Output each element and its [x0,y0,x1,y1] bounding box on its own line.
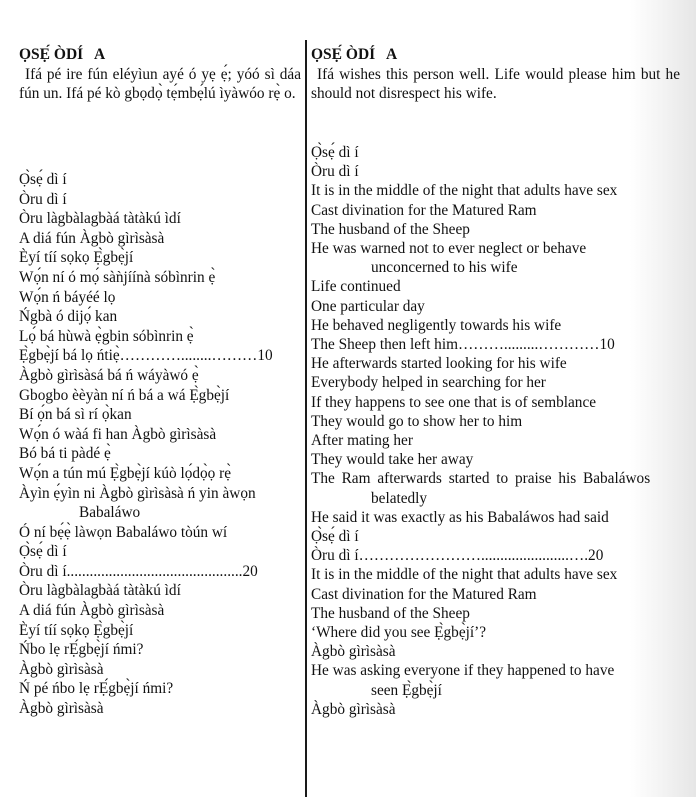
verse-line: Cast divination for the Matured Ram [311,201,537,219]
verse-line: Bó bá ti pàdé ẹ̀ [19,445,111,463]
verse-line: After mating her [311,432,413,450]
continuation-text: seen Ẹ̀gbẹ̀jí [371,681,442,699]
column-divider [305,40,307,797]
verse-line: Ńgbà ó dijọ́ kan [19,308,118,326]
verse-line: Àgbò gìrìsàsà [19,660,104,678]
english-verse [311,143,683,719]
verse-line: A diá fún Àgbò gìrìsàsà [19,229,165,247]
verse-line: Life continued [311,278,401,296]
verse-line-continuation [19,503,273,523]
english-title: ỌSẸ́ ÒDÍ A [311,46,398,63]
verse-line-continuation [311,489,683,508]
yoruba-column [19,45,301,104]
verse-line-continuation [311,681,683,700]
verse-line: Òru dì í [19,190,67,208]
verse-line: The Sheep then left him……….........…………10 [311,336,615,354]
verse-line: It is in the middle of the night that adults have sex [311,182,618,200]
verse-line: Lọ́ bá hùwà ẹ̀gbin sóbìnrin ẹ̀ [19,327,194,345]
verse-line: Àyìn ẹ́yìn ni Àgbò gìrìsàsà ń yin àwọn [19,484,256,502]
verse-line: It is in the middle of the night that adults have sex [311,566,618,584]
english-column [311,45,681,104]
verse-line: Wọ́n ń báyéé lọ [19,288,116,306]
verse-line: Ẹ̀gbẹ̀jí bá lọ ńtiẹ̀…………........………10 [19,347,273,365]
verse-line: Wọ́n a tún mú Ẹ̀gbẹ̀jí kúò lọ́dọ̀ọ rẹ̀ [19,464,231,482]
continuation-text: belatedly [371,489,428,507]
verse-line: The husband of the Sheep [311,220,470,238]
verse-line: Ọ̀sẹ́ dì í [19,171,67,188]
verse-line: Wọ́n ní ó mọ́ sàǹjíínà sóbìnrin ẹ̀ [19,268,216,286]
verse-line: Àgbò gìrìsàsá bá ń wáyàwó ẹ̀ [19,366,199,384]
verse-line: Ọ̀sẹ́ dì í [19,543,67,561]
verse-line: If they happens to see one that is of semblance [311,393,597,411]
verse-line: The husband of the Sheep [311,604,470,622]
continuation-text: unconcerned to his wife [371,259,518,277]
verse-line: Bí ọ́n bá sì rí ọ̀kan [19,406,132,424]
verse-line: The Ram afterwards started to praise his Babaláwos [311,470,651,488]
verse-line: He was asking everyone if they happened to have [311,662,615,680]
verse-line: They would go to show her to him [311,412,523,430]
verse-line: Wọ́n ó wàá fi han Àgbò gìrìsàsà [19,425,217,443]
verse-line: Èyí tíí sọkọ Ẹ̀gbẹ̀jí [19,249,134,267]
verse-line-continuation [311,258,683,277]
yoruba-intro: Ifá pé ire fún eléyìun ayé ó yẹ ẹ́; yóó sì dáa fún un. Ifá pé kò gbọdọ̀ tẹ́mbẹ́lú ìyàwóo rẹ̀ o. [19,66,301,103]
verse-line: Gbogbo èèyàn ní ń bá a wá Ẹ̀gbẹ̀jí [19,386,230,404]
verse-line: A diá fún Àgbò gìrìsàsà [19,602,165,620]
verse-line: ‘Where did you see Ẹ̀gbẹ̀jí’? [311,624,486,642]
verse-line: Òru làgbàlagbàá tàtàkú ìdí [19,210,181,228]
english-intro: Ifá wishes this person well. Life would please him but he should not disrespect his wife. [311,66,680,103]
verse-line: Everybody helped in searching for her [311,374,546,392]
verse-line: Ó ní bẹ́ẹ̀ làwọn Babaláwo tòún wí [19,523,228,541]
verse-line: Àgbò gìrìsàsà [19,700,104,718]
verse-line: Èyí tíí sọkọ Ẹ̀gbẹ̀jí [19,621,134,639]
verse-line: They would take her away [311,451,474,469]
verse-line: Ń pé ńbo lẹ rẸ́gbẹ̀jí ńmi? [19,680,174,698]
verse-line: Àgbò gìrìsàsà [311,700,396,718]
verse-line: Ọ̀sẹ́ dì í [311,528,359,546]
continuation-text: Babaláwo [79,504,141,522]
yoruba-title: ỌSẸ́ ÒDÍ A [19,46,106,63]
verse-line: He said it was exactly as his Babaláwos had said [311,508,609,526]
yoruba-verse [19,170,273,719]
verse-line: Òru dì í..............................................20 [19,562,258,580]
verse-line: Cast divination for the Matured Ram [311,585,537,603]
verse-line: Àgbò gìrìsàsà [311,643,396,661]
verse-line: Òru làgbàlagbàá tàtàkú ìdí [19,582,181,600]
verse-line: Ńbo lẹ rẸ́gbẹ̀jí ńmi? [19,641,144,659]
verse-line: One particular day [311,297,425,315]
verse-line: He was warned not to ever neglect or behave [311,240,587,258]
verse-line: He behaved negligently towards his wife [311,316,562,334]
verse-line: He afterwards started looking for his wife [311,355,567,373]
verse-line: Òru dì í…………………….......................….20 [311,547,604,565]
verse-line: Ọ̀sẹ́ dì í [311,144,359,161]
verse-line: Òru dì í [311,163,359,181]
